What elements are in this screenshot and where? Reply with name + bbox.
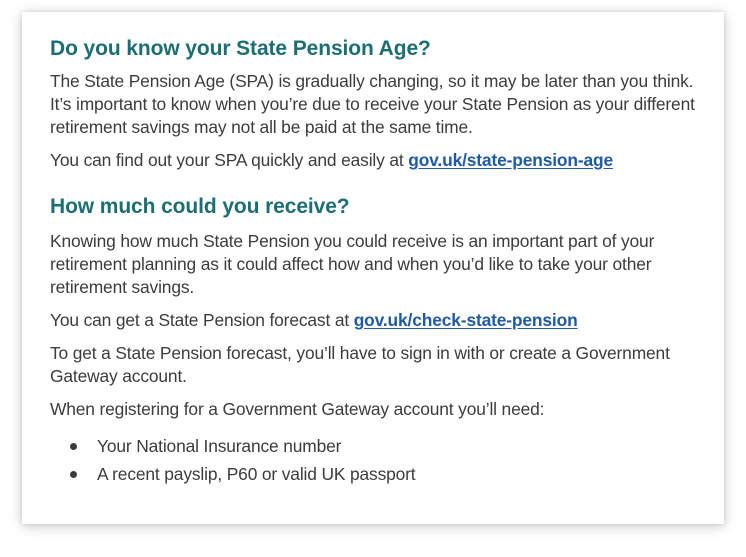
how-much-heading: How much could you receive?	[50, 195, 350, 218]
forecast-paragraph	[50, 309, 696, 332]
forecast-text: You can get a State Pension forecast at	[50, 310, 354, 330]
requirements-list	[50, 432, 696, 488]
list-item	[50, 460, 696, 488]
spa-intro-paragraph: The State Pension Age (SPA) is gradually changing, so it may be later than you think. It’s important to know when you’re due to receive your State Pension as your different retirement savings may not all be paid at the same time.	[50, 71, 695, 137]
registering-paragraph: When registering for a Government Gateway account you’ll need:	[50, 399, 545, 419]
state-pension-age-heading: Do you know your State Pension Age?	[50, 37, 431, 60]
bullet-icon	[70, 443, 77, 450]
state-pension-age-link[interactable]: gov.uk/state-pension-age	[408, 150, 614, 170]
list-item-text: A recent payslip, P60 or valid UK passport	[97, 464, 416, 484]
spa-find-out-text: You can find out your SPA quickly and easily at	[50, 150, 409, 170]
gateway-sign-in-paragraph: To get a State Pension forecast, you’ll have to sign in with or create a Government Gateway account.	[50, 343, 670, 386]
spa-find-out-paragraph	[50, 149, 696, 172]
bullet-icon	[70, 471, 77, 478]
list-item	[50, 432, 696, 460]
info-card	[22, 12, 724, 524]
knowing-how-much-paragraph: Knowing how much State Pension you could receive is an important part of your retirement planning as it could affect how and when you’d like to take your other retirement savings.	[50, 231, 655, 297]
check-state-pension-link[interactable]: gov.uk/check-state-pension	[353, 310, 578, 330]
list-item-text: Your National Insurance number	[97, 436, 342, 456]
